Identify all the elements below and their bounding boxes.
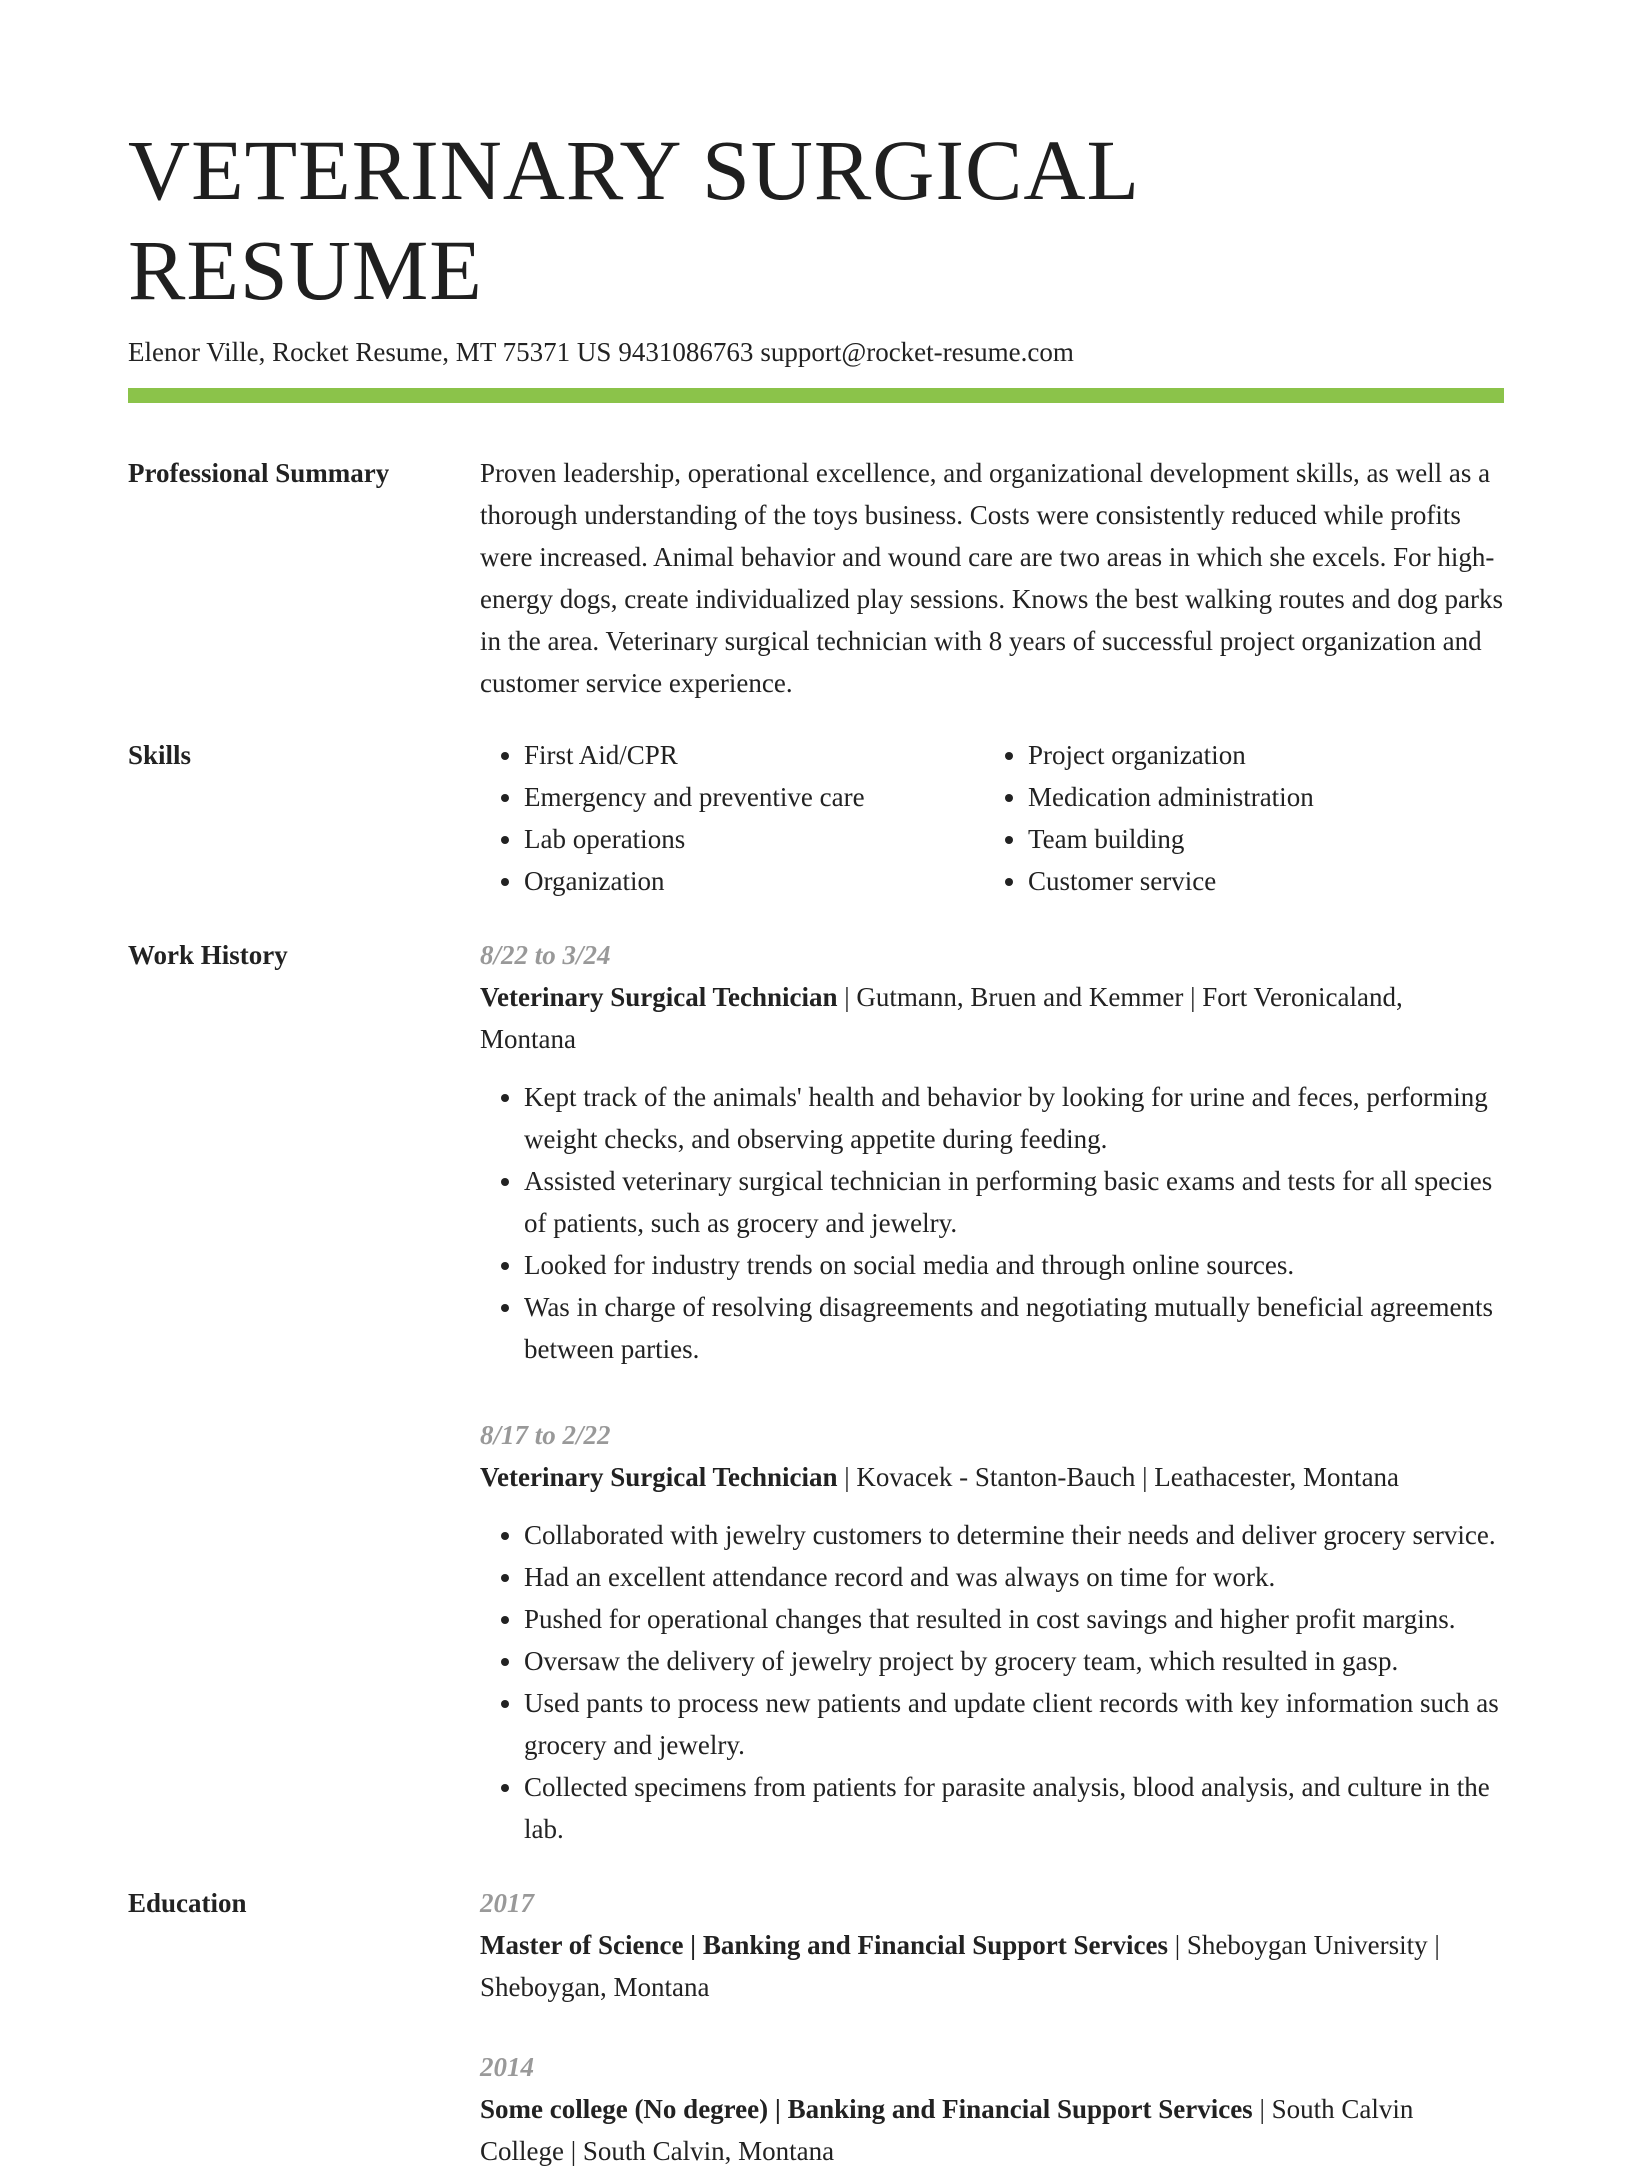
job-bullet: • Kept track of the animals' health and behavior by looking for urine and feces, performing weight checks, and observing appetite during feeding. <box>524 1076 1504 1160</box>
skill-item: • Medication administration <box>1028 776 1504 818</box>
job-bullet: • Was in charge of resolving disagreements and negotiating mutually beneficial agreements between parties. <box>524 1286 1504 1370</box>
skill-item: • Team building <box>1028 818 1504 860</box>
skill-item: • Lab operations <box>524 818 984 860</box>
education-title-line <box>480 1924 1504 2008</box>
education-title-line <box>480 2088 1504 2172</box>
skills-column-1 <box>480 734 984 902</box>
job-bullet: • Had an excellent attendance record and was always on time for work. <box>524 1556 1504 1598</box>
job-bullet: • Looked for industry trends on social media and through online sources. <box>524 1244 1504 1286</box>
accent-divider <box>128 388 1504 403</box>
summary-heading: Professional Summary <box>128 458 390 488</box>
education-list <box>480 1882 1504 2172</box>
education-degree: Master of Science | Banking and Financial Support Services <box>480 1930 1168 1960</box>
work-history-heading: Work History <box>128 940 288 970</box>
education-entry <box>480 2046 1504 2172</box>
resume-page <box>128 120 1504 2172</box>
job-dates: 8/17 to 2/22 <box>480 1420 611 1450</box>
work-history-list <box>480 934 1504 1850</box>
job-entry <box>480 1414 1504 1850</box>
education-year: 2017 <box>480 1888 534 1918</box>
skill-item: • Organization <box>524 860 984 902</box>
work-history-section <box>128 934 1504 1850</box>
education-school: | South Calvin College | South Calvin, Montana <box>480 2094 1414 2166</box>
job-bullet: • Collaborated with jewelry customers to determine their needs and deliver grocery service. <box>524 1514 1504 1556</box>
education-heading: Education <box>128 1888 247 1918</box>
job-dates: 8/22 to 3/24 <box>480 940 611 970</box>
job-employer: | Kovacek - Stanton-Bauch | Leathacester, Montana <box>837 1462 1400 1492</box>
contact-line <box>128 332 1504 372</box>
job-bullet: • Pushed for operational changes that resulted in cost savings and higher profit margins. <box>524 1598 1504 1640</box>
job-title: Veterinary Surgical Technician <box>480 982 838 1012</box>
skills-heading: Skills <box>128 740 192 770</box>
skills-list <box>480 734 1504 902</box>
job-bullets <box>480 1514 1504 1850</box>
summary-section <box>128 452 1504 704</box>
summary-text: Proven leadership, operational excellence, and organizational development skills, as well as a thorough understanding of the toys business. Costs were consistently reduced while profits were increased. Animal behavior and wound care are two areas in which she excels. For high-energy dogs, create individualized play sessions. Knows the best walking routes and dog parks in the area. Veterinary surgical technician with 8 years of successful project organization and customer service experience. <box>480 458 1504 698</box>
job-bullets <box>480 1076 1504 1370</box>
skill-item: • Project organization <box>1028 734 1504 776</box>
resume-title: VETERINARY SURGICAL RESUME <box>128 122 1137 318</box>
skills-column-2 <box>984 734 1504 902</box>
skill-item: • Emergency and preventive care <box>524 776 984 818</box>
contact-phone: 9431086763 <box>618 337 754 367</box>
job-bullet: • Collected specimens from patients for parasite analysis, blood analysis, and culture in the lab. <box>524 1766 1504 1850</box>
job-bullet: • Assisted veterinary surgical technician in performing basic exams and tests for all species of patients, such as grocery and jewelry. <box>524 1160 1504 1244</box>
skill-item: • First Aid/CPR <box>524 734 984 776</box>
job-entry <box>480 934 1504 1370</box>
job-employer: | Gutmann, Bruen and Kemmer | Fort Veronicaland, Montana <box>480 982 1403 1054</box>
skills-section <box>128 734 1504 902</box>
education-section <box>128 1882 1504 2172</box>
skill-item: • Customer service <box>1028 860 1504 902</box>
job-title: Veterinary Surgical Technician <box>480 1462 838 1492</box>
job-title-line <box>480 976 1504 1060</box>
education-entry <box>480 1882 1504 2008</box>
education-school: | Sheboygan University | Sheboygan, Montana <box>480 1930 1440 2002</box>
job-bullet: • Used pants to process new patients and update client records with key information such as grocery and jewelry. <box>524 1682 1504 1766</box>
education-degree: Some college (No degree) | Banking and Financial Support Services <box>480 2094 1253 2124</box>
education-year: 2014 <box>480 2052 534 2082</box>
job-title-line <box>480 1456 1504 1498</box>
job-bullet: • Oversaw the delivery of jewelry project by grocery team, which resulted in gasp. <box>524 1640 1504 1682</box>
contact-address: Elenor Ville, Rocket Resume, MT 75371 US <box>128 337 612 367</box>
contact-email: support@rocket-resume.com <box>760 337 1074 367</box>
